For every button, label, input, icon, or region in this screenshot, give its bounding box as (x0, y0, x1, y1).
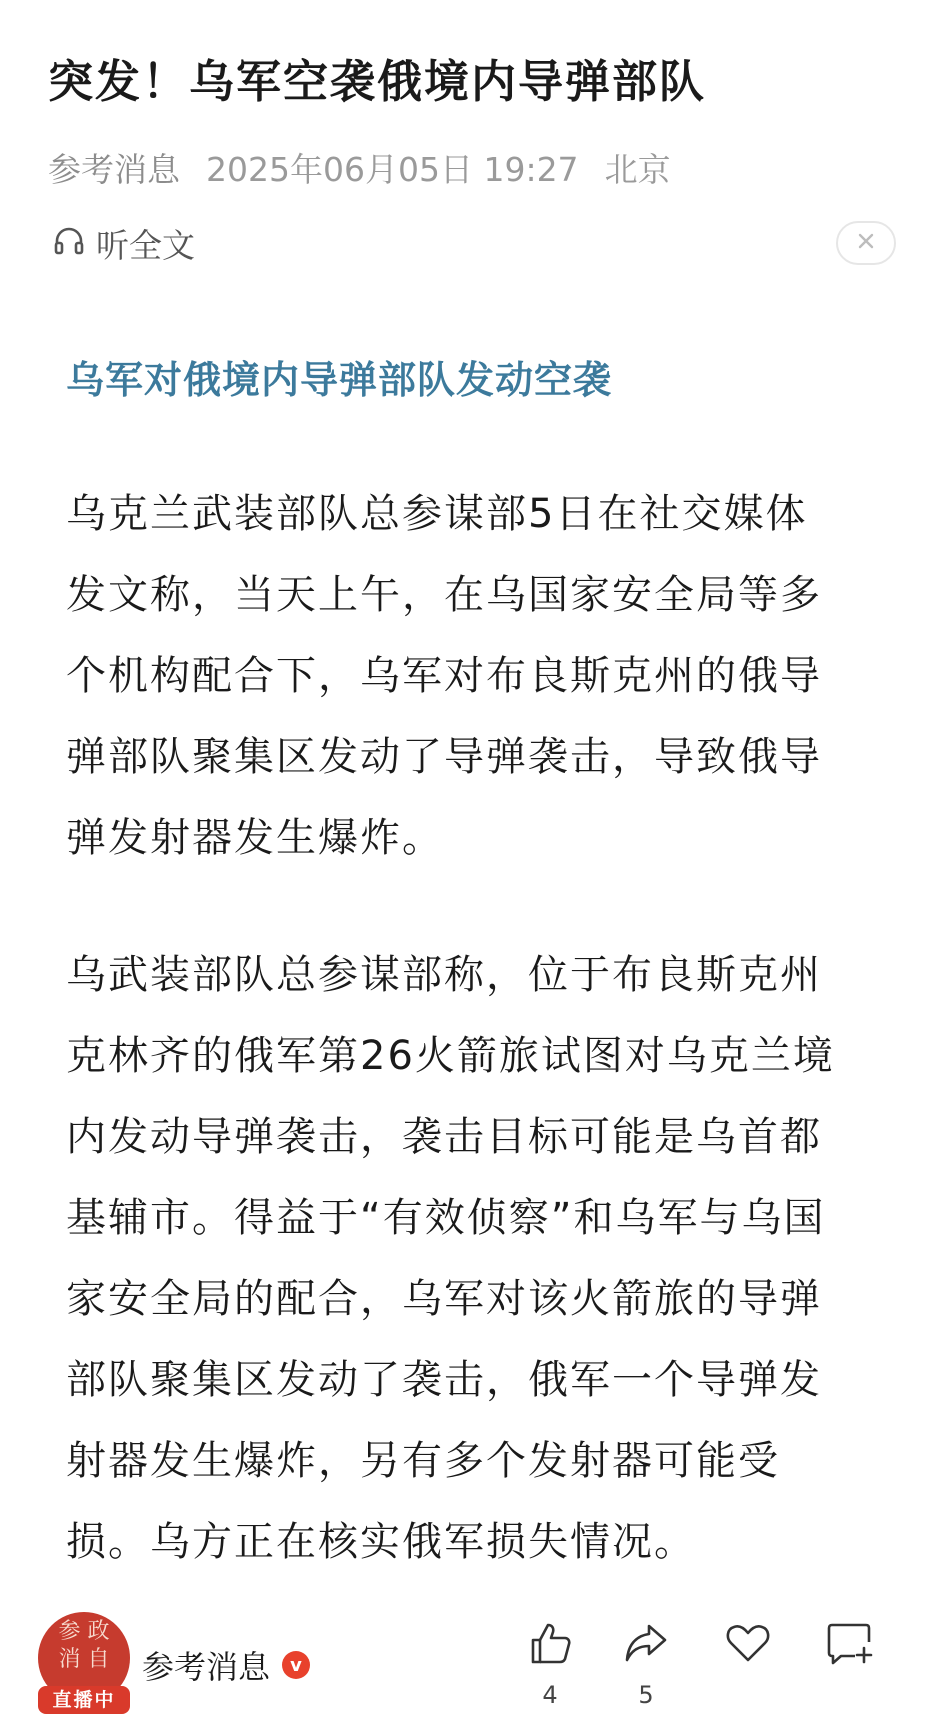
publish-location: 北京 (604, 150, 671, 189)
paragraph-line: 损。乌方正在核实俄军损失情况。 (66, 1519, 696, 1565)
like-count: 4 (542, 1681, 558, 1709)
paragraph-line: 射器发生爆炸，另有多个发射器可能受 (66, 1438, 780, 1484)
listen-full-text-button[interactable] (52, 220, 195, 266)
share-button[interactable] (616, 1618, 676, 1710)
avatar-seal-logo: 参 政 消 自 (58, 1619, 110, 1672)
share-count: 5 (638, 1681, 654, 1709)
favorite-count (718, 1680, 778, 1710)
live-badge[interactable]: 直播中 (38, 1686, 130, 1714)
favorite-button[interactable] (718, 1618, 778, 1710)
article-paragraph-1 (66, 474, 876, 879)
paragraph-line: 克林齐的俄军第26火箭旅试图对乌克兰境 (66, 1033, 835, 1079)
close-button[interactable] (836, 221, 896, 265)
paragraph-line: 基辅市。得益于“有效侦察”和乌军与乌国 (66, 1195, 826, 1241)
verified-badge: v (282, 1651, 310, 1679)
comment-add-icon (820, 1618, 880, 1668)
publish-date: 2025年06月05日 19:27 (206, 150, 579, 189)
paragraph-line: 内发动导弹袭击，袭击目标可能是乌首都 (66, 1114, 822, 1160)
paragraph-line: 发文称，当天上午，在乌国家安全局等多 (66, 572, 822, 618)
source-name[interactable]: 参考消息 (48, 150, 180, 189)
article-paragraph-2 (66, 935, 876, 1583)
share-arrow-icon (616, 1618, 676, 1668)
section-subheading: 乌军对俄境内导弹部队发动空袭 (66, 358, 613, 402)
paragraph-line: 家安全局的配合，乌军对该火箭旅的导弹 (66, 1276, 822, 1322)
thumbs-up-icon (520, 1618, 580, 1668)
author-name: 参考消息 (142, 1648, 271, 1686)
paragraph-line: 乌武装部队总参谋部称，位于布良斯克州 (66, 952, 822, 998)
author-link[interactable] (142, 1642, 310, 1688)
comment-button[interactable] (820, 1618, 880, 1710)
comment-count (820, 1680, 880, 1710)
paragraph-line: 弹部队聚集区发动了导弹袭击，导致俄导 (66, 734, 822, 780)
like-button[interactable] (520, 1618, 580, 1710)
paragraph-line: 乌克兰武装部队总参谋部5日在社交媒体 (66, 491, 808, 537)
listen-label: 听全文 (96, 225, 195, 265)
paragraph-line: 部队聚集区发动了袭击，俄军一个导弹发 (66, 1357, 822, 1403)
article-meta (48, 148, 671, 192)
article-title: 突发！乌军空袭俄境内导弹部队 (48, 55, 707, 108)
headphones-icon (52, 224, 86, 262)
close-icon (856, 231, 876, 255)
paragraph-line: 个机构配合下，乌军对布良斯克州的俄导 (66, 653, 822, 699)
paragraph-line: 弹发射器发生爆炸。 (66, 815, 444, 861)
heart-icon (718, 1618, 778, 1668)
